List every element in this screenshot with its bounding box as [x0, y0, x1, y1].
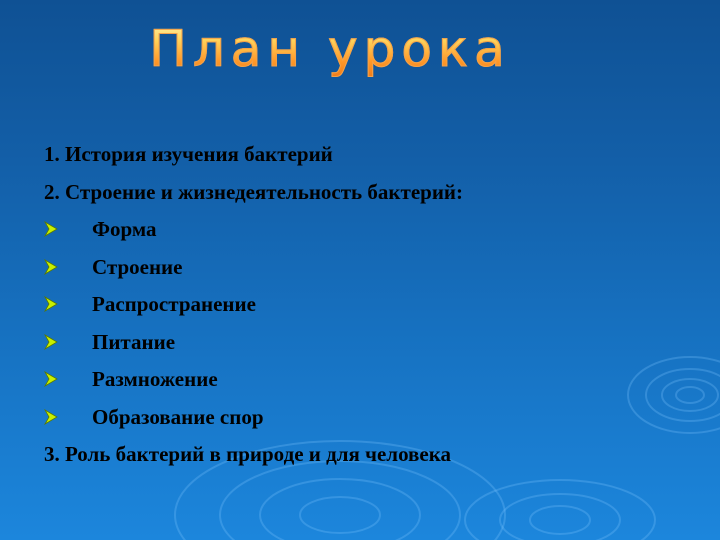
- arrow-bullet-icon: [44, 409, 58, 425]
- arrow-bullet-icon: [44, 334, 58, 350]
- list-item: [44, 136, 463, 174]
- arrow-bullet-icon: [44, 221, 58, 237]
- arrow-bullet-icon: [44, 259, 58, 275]
- lesson-plan-list: [44, 136, 463, 474]
- bullet-item: [44, 211, 463, 249]
- bullet-item-text: Образование спор: [92, 404, 264, 429]
- slide-title: План урока: [0, 20, 660, 78]
- bullet-item-text: Питание: [92, 329, 176, 354]
- list-item: [44, 174, 463, 212]
- bullet-item: [44, 399, 463, 437]
- bullet-item: [44, 324, 463, 362]
- list-item-text: 1. История изучения бактерий: [44, 142, 333, 166]
- bullet-item: [44, 286, 463, 324]
- list-item: [44, 436, 463, 474]
- list-item-text: 3. Роль бактерий в природе и для человека: [44, 442, 451, 466]
- bullet-item-text: Строение: [92, 254, 183, 279]
- bullet-item-text: Форма: [92, 217, 157, 241]
- list-item-text: 2. Строение и жизнедеятельность бактерий:: [44, 179, 464, 204]
- bullet-item: [44, 249, 463, 287]
- bullet-item: [44, 361, 463, 399]
- bullet-item-text: Распространение: [92, 292, 256, 316]
- arrow-bullet-icon: [44, 371, 58, 387]
- bullet-item-text: Размножение: [92, 367, 218, 391]
- arrow-bullet-icon: [44, 296, 58, 312]
